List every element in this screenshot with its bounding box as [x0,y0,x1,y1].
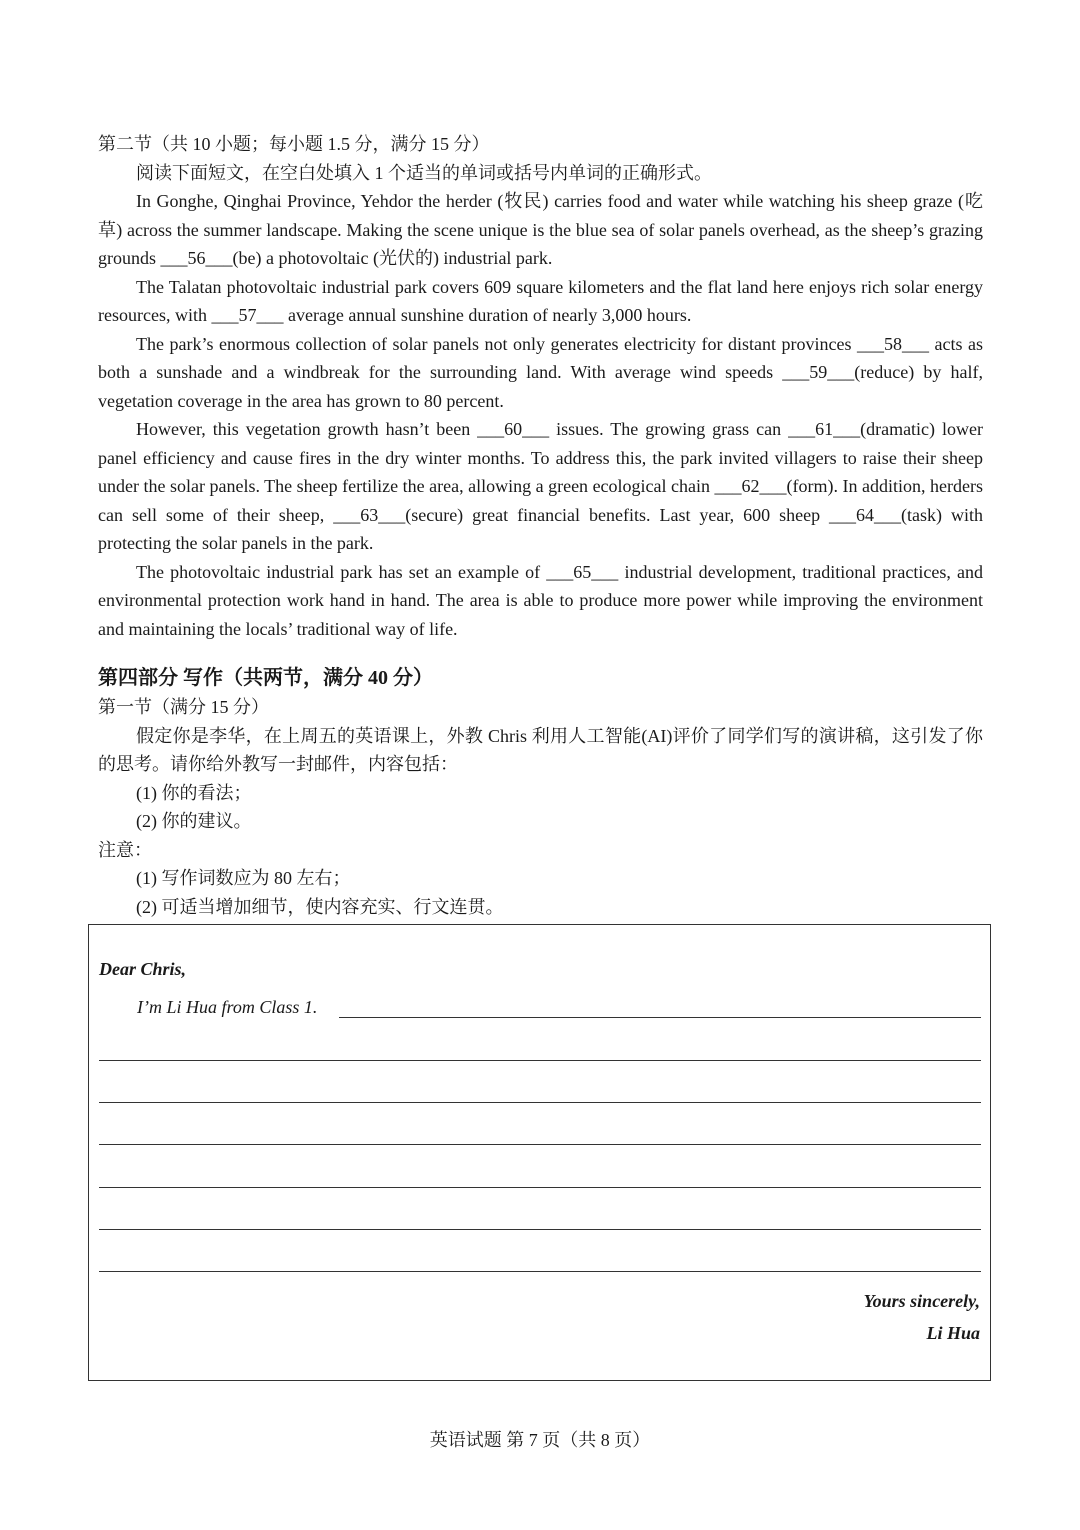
letter-closing: Yours sincerely, [863,1291,980,1311]
prompt-point-1: (1) 你的看法； [136,782,252,803]
page-footer: 英语试题 第 7 页（共 8 页） [429,1430,651,1450]
passage-paragraph-2: The Talatan photovoltaic industrial park covers 609 square kilometers and the flat land here enjoys rich solar energy resources, with ___57___ average annual sunshine duration of nearly 3,000 hours. [98,276,983,325]
note-2: (2) 可适当增加细节，使内容充实、行文连贯。 [136,896,504,917]
writing-line[interactable] [99,1102,981,1103]
writing-line[interactable] [99,1187,981,1188]
exam-page-content [98,130,983,921]
note-1: (1) 写作词数应为 80 左右； [136,868,351,888]
writing-line[interactable] [99,1144,981,1145]
part4-section1-title: 第一节（满分 15 分） [98,697,269,717]
answer-box[interactable] [88,924,991,1381]
letter-opening: I’m Li Hua from Class 1. [137,997,318,1017]
writing-prompt: 假定你是李华，在上周五的英语课上，外教 Chris 利用人工智能(AI)评价了同学们写的演讲稿，这引发了你的思考。请你给外教写一封邮件，内容包括： [98,725,983,774]
writing-line[interactable] [99,1229,981,1230]
passage-paragraph-3: The park’s enormous collection of solar panels not only generates electricity for distant provinces ___58___ acts as both a sunshade and a windbreak for the surrounding land. With average wind speeds ___59___(reduce) by half, vegetation coverage in the area has grown to 80 percent. [98,333,983,411]
passage-paragraph-1: In Gonghe, Qinghai Province, Yehdor the herder (牧民) carries food and water while watching his sheep graze (吃草) across the summer landscape. Making the scene unique is the blue sea of solar panels overhead, as the sheep’s grazing grounds ___56___(be) a photovoltaic (光伏的) industrial park. [98,191,983,268]
writing-line[interactable] [99,1271,981,1272]
part4-title: 第四部分 写作（共两节，满分 40 分） [98,667,433,689]
section2-instruction: 阅读下面短文，在空白处填入 1 个适当的单词或括号内单词的正确形式。 [136,162,712,183]
passage-paragraph-4: However, this vegetation growth hasn’t been ___60___ issues. The growing grass can ___61___(dramatic) lower panel efficiency and cause fires in the dry winter months. To address this, the park invited villagers to raise their sheep under the solar panels. The sheep fertilize the area, allowing a green ecological chain ___62___(form). In addition, herders can sell some of their sheep, ___63___(secure) great financial benefits. Last year, 600 sheep ___64___(task) with protecting the solar panels in the park. [98,419,983,553]
note-label: 注意： [98,839,152,860]
section2-title: 第二节（共 10 小题；每小题 1.5 分，满分 15 分） [98,134,490,154]
letter-salutation: Dear Chris, [99,959,187,979]
writing-line[interactable] [99,1060,981,1061]
passage-paragraph-5: The photovoltaic industrial park has set an example of ___65___ industrial development, traditional practices, and environmental protection work hand in hand. The area is able to produce more power while improving the environment and maintaining the locals’ traditional way of life. [98,561,983,639]
prompt-point-2: (2) 你的建议。 [136,811,252,831]
writing-line[interactable] [339,1017,981,1018]
letter-signature: Li Hua [926,1323,980,1343]
